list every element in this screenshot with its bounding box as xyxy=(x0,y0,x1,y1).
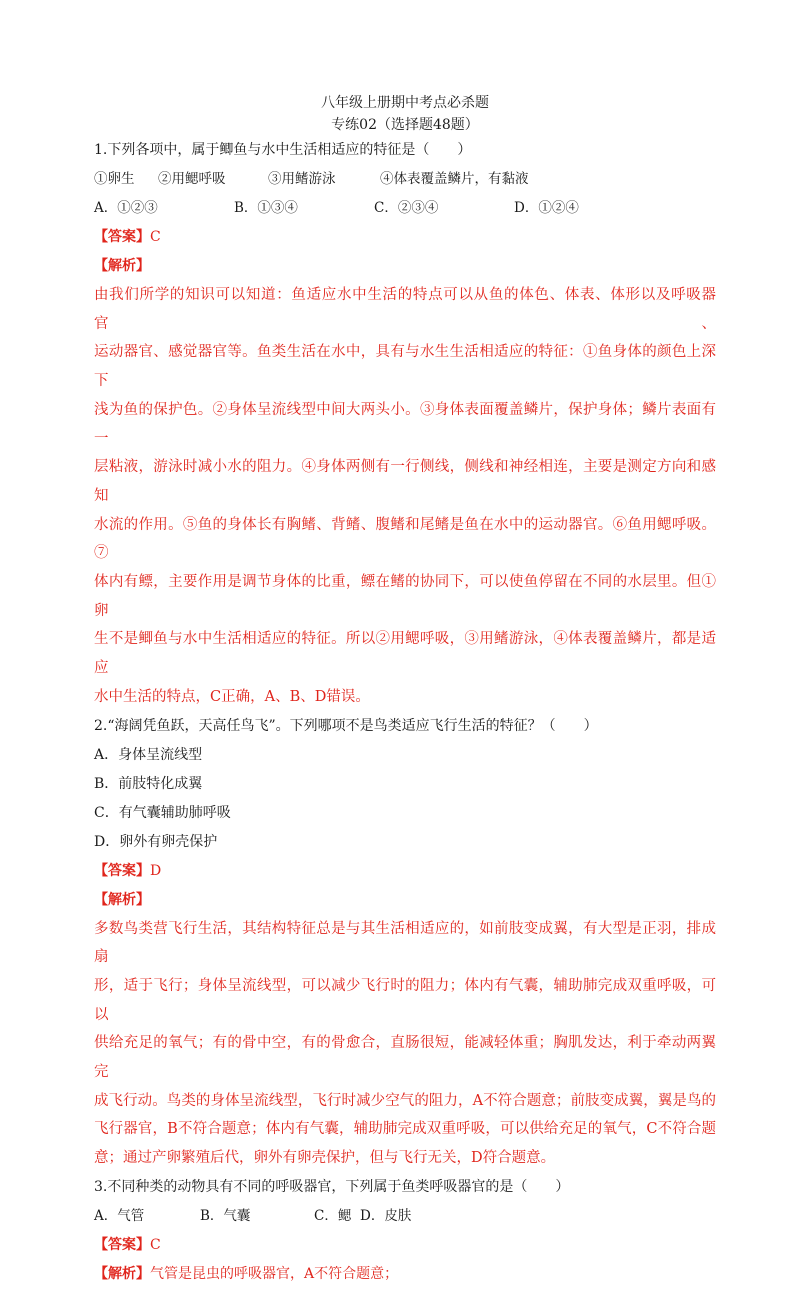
q3-option-c: C．鳃 xyxy=(314,1207,352,1224)
q3-option-a: A．气管 xyxy=(94,1207,145,1224)
analysis-line: 多数鸟类营飞行生活，其结构特征总是与其生活相适应的，如前肢变成翼，有大型是正羽，排成扇 xyxy=(94,920,716,966)
analysis-line: 浅为鱼的保护色。②身体呈流线型中间大两头小。③身体表面覆盖鳞片，保护身体；鳞片表面有一 xyxy=(94,401,716,447)
analysis-tag: 【解析】 xyxy=(94,258,150,274)
answer-tag: 【答案】 xyxy=(94,229,150,245)
q1-option-d: D．①②④ xyxy=(514,200,579,216)
q1-items xyxy=(94,165,716,194)
q2-option-d: D．卵外有卵壳保护 xyxy=(94,833,218,850)
analysis-line: 意；通过产卵繁殖后代，卵外有卵壳保护，但与飞行无关，D符合题意。 xyxy=(94,1150,556,1167)
q2-option-a: A．身体呈流线型 xyxy=(94,746,203,763)
q1-analysis-heading xyxy=(94,252,716,281)
q3-answer xyxy=(94,1231,716,1260)
q1-stem: 1.下列各项中，属于鲫鱼与水中生活相适应的特征是（ ） xyxy=(94,142,472,158)
q2-answer xyxy=(94,857,716,886)
answer-tag: 【答案】 xyxy=(94,862,150,879)
q1-option-a: A．①②③ xyxy=(94,200,158,216)
page-title: 八年级上册期中考点必杀题 xyxy=(321,95,489,111)
answer-value: C xyxy=(150,1236,161,1253)
analysis-line: 层粘液，游泳时减小水的阻力。④身体两侧有一行侧线，侧线和神经相连，主要是测定方向和感知 xyxy=(94,459,716,504)
analysis-line: 气管是昆虫的呼吸器官，A不符合题意； xyxy=(150,1265,399,1282)
q2-analysis xyxy=(94,915,716,1173)
analysis-line: 供给充足的氧气；有的骨中空，有的骨愈合，直肠很短，能减轻体重；胸肌发达，利于牵动两翼完 xyxy=(94,1035,716,1081)
analysis-line: 生不是鲫鱼与水中生活相适应的特征。所以②用鳃呼吸，③用鳍游泳，④体表覆盖鳞片，都是适应 xyxy=(94,631,716,677)
q1-item-3: ③用鳍游泳 xyxy=(268,171,336,187)
analysis-line: 体内有鳔，主要作用是调节身体的比重，鳔在鳍的协同下，可以使鱼停留在不同的水层里。但①卵 xyxy=(94,574,716,619)
q2-option-b: B．前肢特化成翼 xyxy=(94,775,203,792)
answer-tag: 【答案】 xyxy=(94,1236,150,1253)
page-subtitle: 专练02（选择题48题） xyxy=(331,117,479,133)
analysis-line: 形，适于飞行；身体呈流线型，可以减少飞行时的阻力；体内有气囊，辅助肺完成双重呼吸，可以 xyxy=(94,977,716,1023)
analysis-line: 运动器官、感觉器官等。鱼类生活在水中，具有与水生生活相适应的特征：①鱼身体的颜色上深下 xyxy=(94,344,716,390)
q3-stem: 3.不同种类的动物具有不同的呼吸器官，下列属于鱼类呼吸器官的是（ ） xyxy=(94,1178,570,1195)
q1-item-1: ①卵生 xyxy=(94,171,135,187)
q1-option-b: B．①③④ xyxy=(234,200,298,216)
analysis-tag: 【解析】 xyxy=(94,891,150,908)
analysis-line: 成飞行动。鸟类的身体呈流线型，飞行时减少空气的阻力，A不符合题意；前肢变成翼，翼是鸟的 xyxy=(94,1092,716,1109)
q1-options xyxy=(94,194,716,223)
q3-option-d: D．皮肤 xyxy=(360,1207,412,1224)
q1-answer xyxy=(94,223,716,252)
q3-analysis xyxy=(94,1260,716,1289)
analysis-line: 水中生活的特点，C正确，A、B、D错误。 xyxy=(94,688,370,705)
answer-value: D xyxy=(150,862,162,879)
document-page xyxy=(94,92,716,1289)
analysis-line: 飞行器官，B不符合题意；体内有气囊，辅助肺完成双重呼吸，可以供给充足的氧气，C不符合题 xyxy=(94,1121,716,1138)
q2-analysis-heading xyxy=(94,886,716,915)
q2-stem: 2.“海阔凭鱼跃，天高任鸟飞”。下列哪项不是鸟类适应飞行生活的特征？（ ） xyxy=(94,717,598,734)
answer-value: C xyxy=(150,229,161,245)
analysis-line: 由我们所学的知识可以知道：鱼适应水中生活的特点可以从鱼的体色、体表、体形以及呼吸器官、 xyxy=(94,287,716,332)
q1-item-4: ④体表覆盖鳞片，有黏液 xyxy=(380,171,529,187)
q2-option-c: C．有气囊辅助肺呼吸 xyxy=(94,804,231,821)
q3-option-b: B．气囊 xyxy=(200,1207,251,1224)
q1-item-2: ②用鳃呼吸 xyxy=(158,171,226,187)
q3-options xyxy=(94,1202,716,1231)
analysis-tag: 【解析】 xyxy=(94,1265,150,1282)
q1-option-c: C．②③④ xyxy=(374,200,439,216)
q1-analysis xyxy=(94,281,716,712)
analysis-line: 水流的作用。⑤鱼的身体长有胸鳍、背鳍、腹鳍和尾鳍是鱼在水中的运动器官。⑥鱼用鳃呼吸。⑦ xyxy=(94,516,716,562)
